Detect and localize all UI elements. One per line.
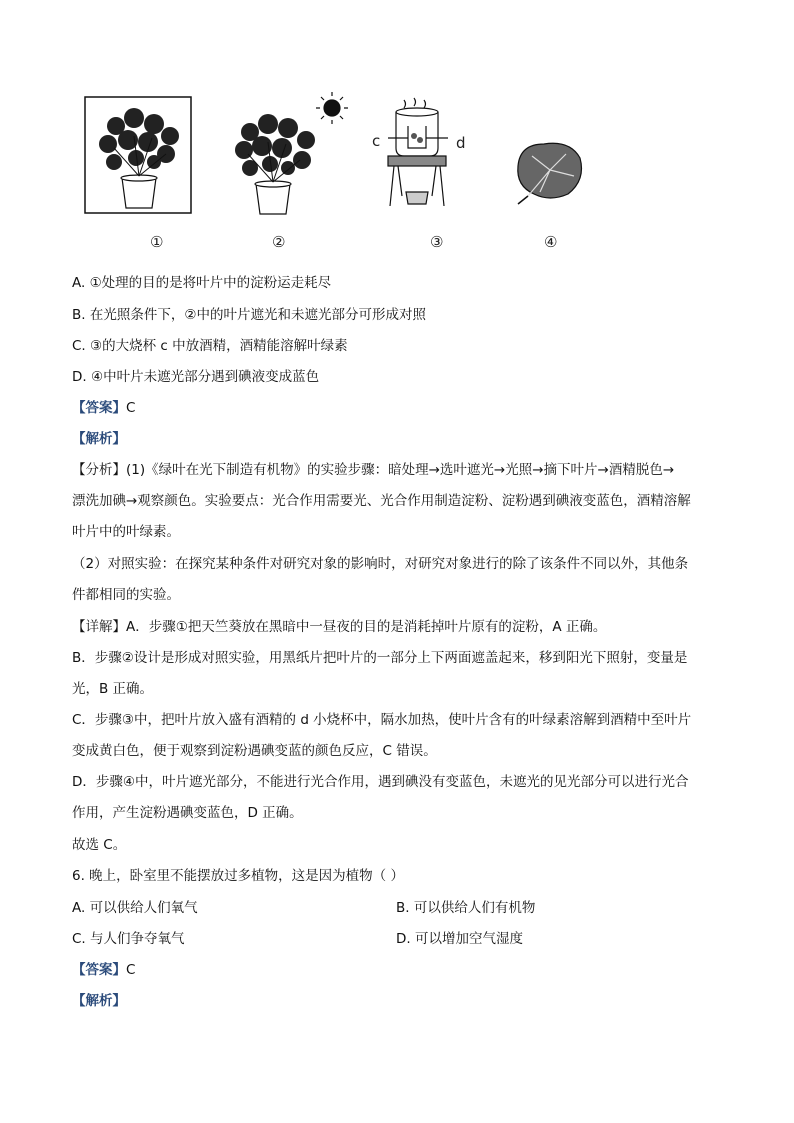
q5-option-c: C. ③的大烧杯 c 中放酒精，酒精能溶解叶绿素 xyxy=(72,338,348,354)
q5-option-a: A. ①处理的目的是将叶片中的淀粉运走耗尽 xyxy=(72,275,332,291)
analysis-line: 【详解】A．步骤①把天竺葵放在黑暗中一昼夜的目的是消耗掉叶片原有的淀粉，A 正确。 xyxy=(72,619,607,635)
experiment-figures xyxy=(70,88,630,258)
q5-answer xyxy=(72,398,135,418)
q6-option-d: D. 可以增加空气湿度 xyxy=(396,931,523,947)
plant-in-dark-box-figure xyxy=(84,96,194,216)
q5-option-b: B. 在光照条件下，②中的叶片遮光和未遮光部分可形成对照 xyxy=(72,307,426,323)
analysis-line: D．步骤④中，叶片遮光部分，不能进行光合作用，遇到碘没有变蓝色，未遮光的见光部分可以进行光合 xyxy=(72,774,689,790)
water-bath-beaker-figure xyxy=(368,96,478,221)
analysis-line: 故选 C。 xyxy=(72,837,127,853)
analysis-line: C．步骤③中，把叶片放入盛有酒精的 d 小烧杯中，隔水加热，使叶片含有的叶绿素溶解到酒精中至叶片 xyxy=(72,712,692,728)
analysis-line: 件都相同的实验。 xyxy=(72,587,180,603)
q6-answer xyxy=(72,960,135,980)
figure-label-4: ④ xyxy=(544,233,558,251)
figure-label-2: ② xyxy=(272,233,286,251)
analysis-line: （2）对照实验：在探究某种条件对研究对象的影响时，对研究对象进行的除了该条件不同以外，其他条 xyxy=(72,556,689,572)
q6-option-c: C. 与人们争夺氧气 xyxy=(72,931,185,947)
analysis-line: 光，B 正确。 xyxy=(72,681,154,697)
answer-tag: 【答案】 xyxy=(72,962,126,978)
q6-option-b: B. 可以供给人们有机物 xyxy=(396,900,536,916)
beaker-label-d: d xyxy=(456,134,466,152)
figure-label-3: ③ xyxy=(430,233,444,251)
plant-in-sunlight-figure xyxy=(230,88,360,223)
q6-stem: 6. 晚上，卧室里不能摆放过多植物，这是因为植物（ ） xyxy=(72,868,404,884)
analysis-line: 叶片中的叶绿素。 xyxy=(72,524,180,540)
analysis-tag: 【解析】 xyxy=(72,431,126,447)
analysis-line: 【分析】(1)《绿叶在光下制造有机物》的实验步骤：暗处理→选叶遮光→光照→摘下叶片→酒精脱色→ xyxy=(72,462,675,478)
answer-tag: 【答案】 xyxy=(72,400,126,416)
q6-option-a: A. 可以供给人们氧气 xyxy=(72,900,198,916)
analysis-line: B．步骤②设计是形成对照实验，用黑纸片把叶片的一部分上下两面遮盖起来，移到阳光下照射，变量是 xyxy=(72,650,688,666)
beaker-label-c: c xyxy=(372,132,381,150)
analysis-line: 作用，产生淀粉遇碘变蓝色，D 正确。 xyxy=(72,805,303,821)
answer-value: C xyxy=(126,962,136,978)
q5-option-d: D. ④中叶片未遮光部分遇到碘液变成蓝色 xyxy=(72,369,320,385)
figure-label-1: ① xyxy=(150,233,164,251)
analysis-line: 漂洗加碘→观察颜色。实验要点：光合作用需要光、光合作用制造淀粉、淀粉遇到碘液变蓝色，酒精溶解 xyxy=(72,493,691,509)
analysis-line: 变成黄白色，便于观察到淀粉遇碘变蓝的颜色反应，C 错误。 xyxy=(72,743,437,759)
answer-value: C xyxy=(126,400,136,416)
analysis-tag: 【解析】 xyxy=(72,993,126,1009)
leaf-figure xyxy=(510,136,590,206)
